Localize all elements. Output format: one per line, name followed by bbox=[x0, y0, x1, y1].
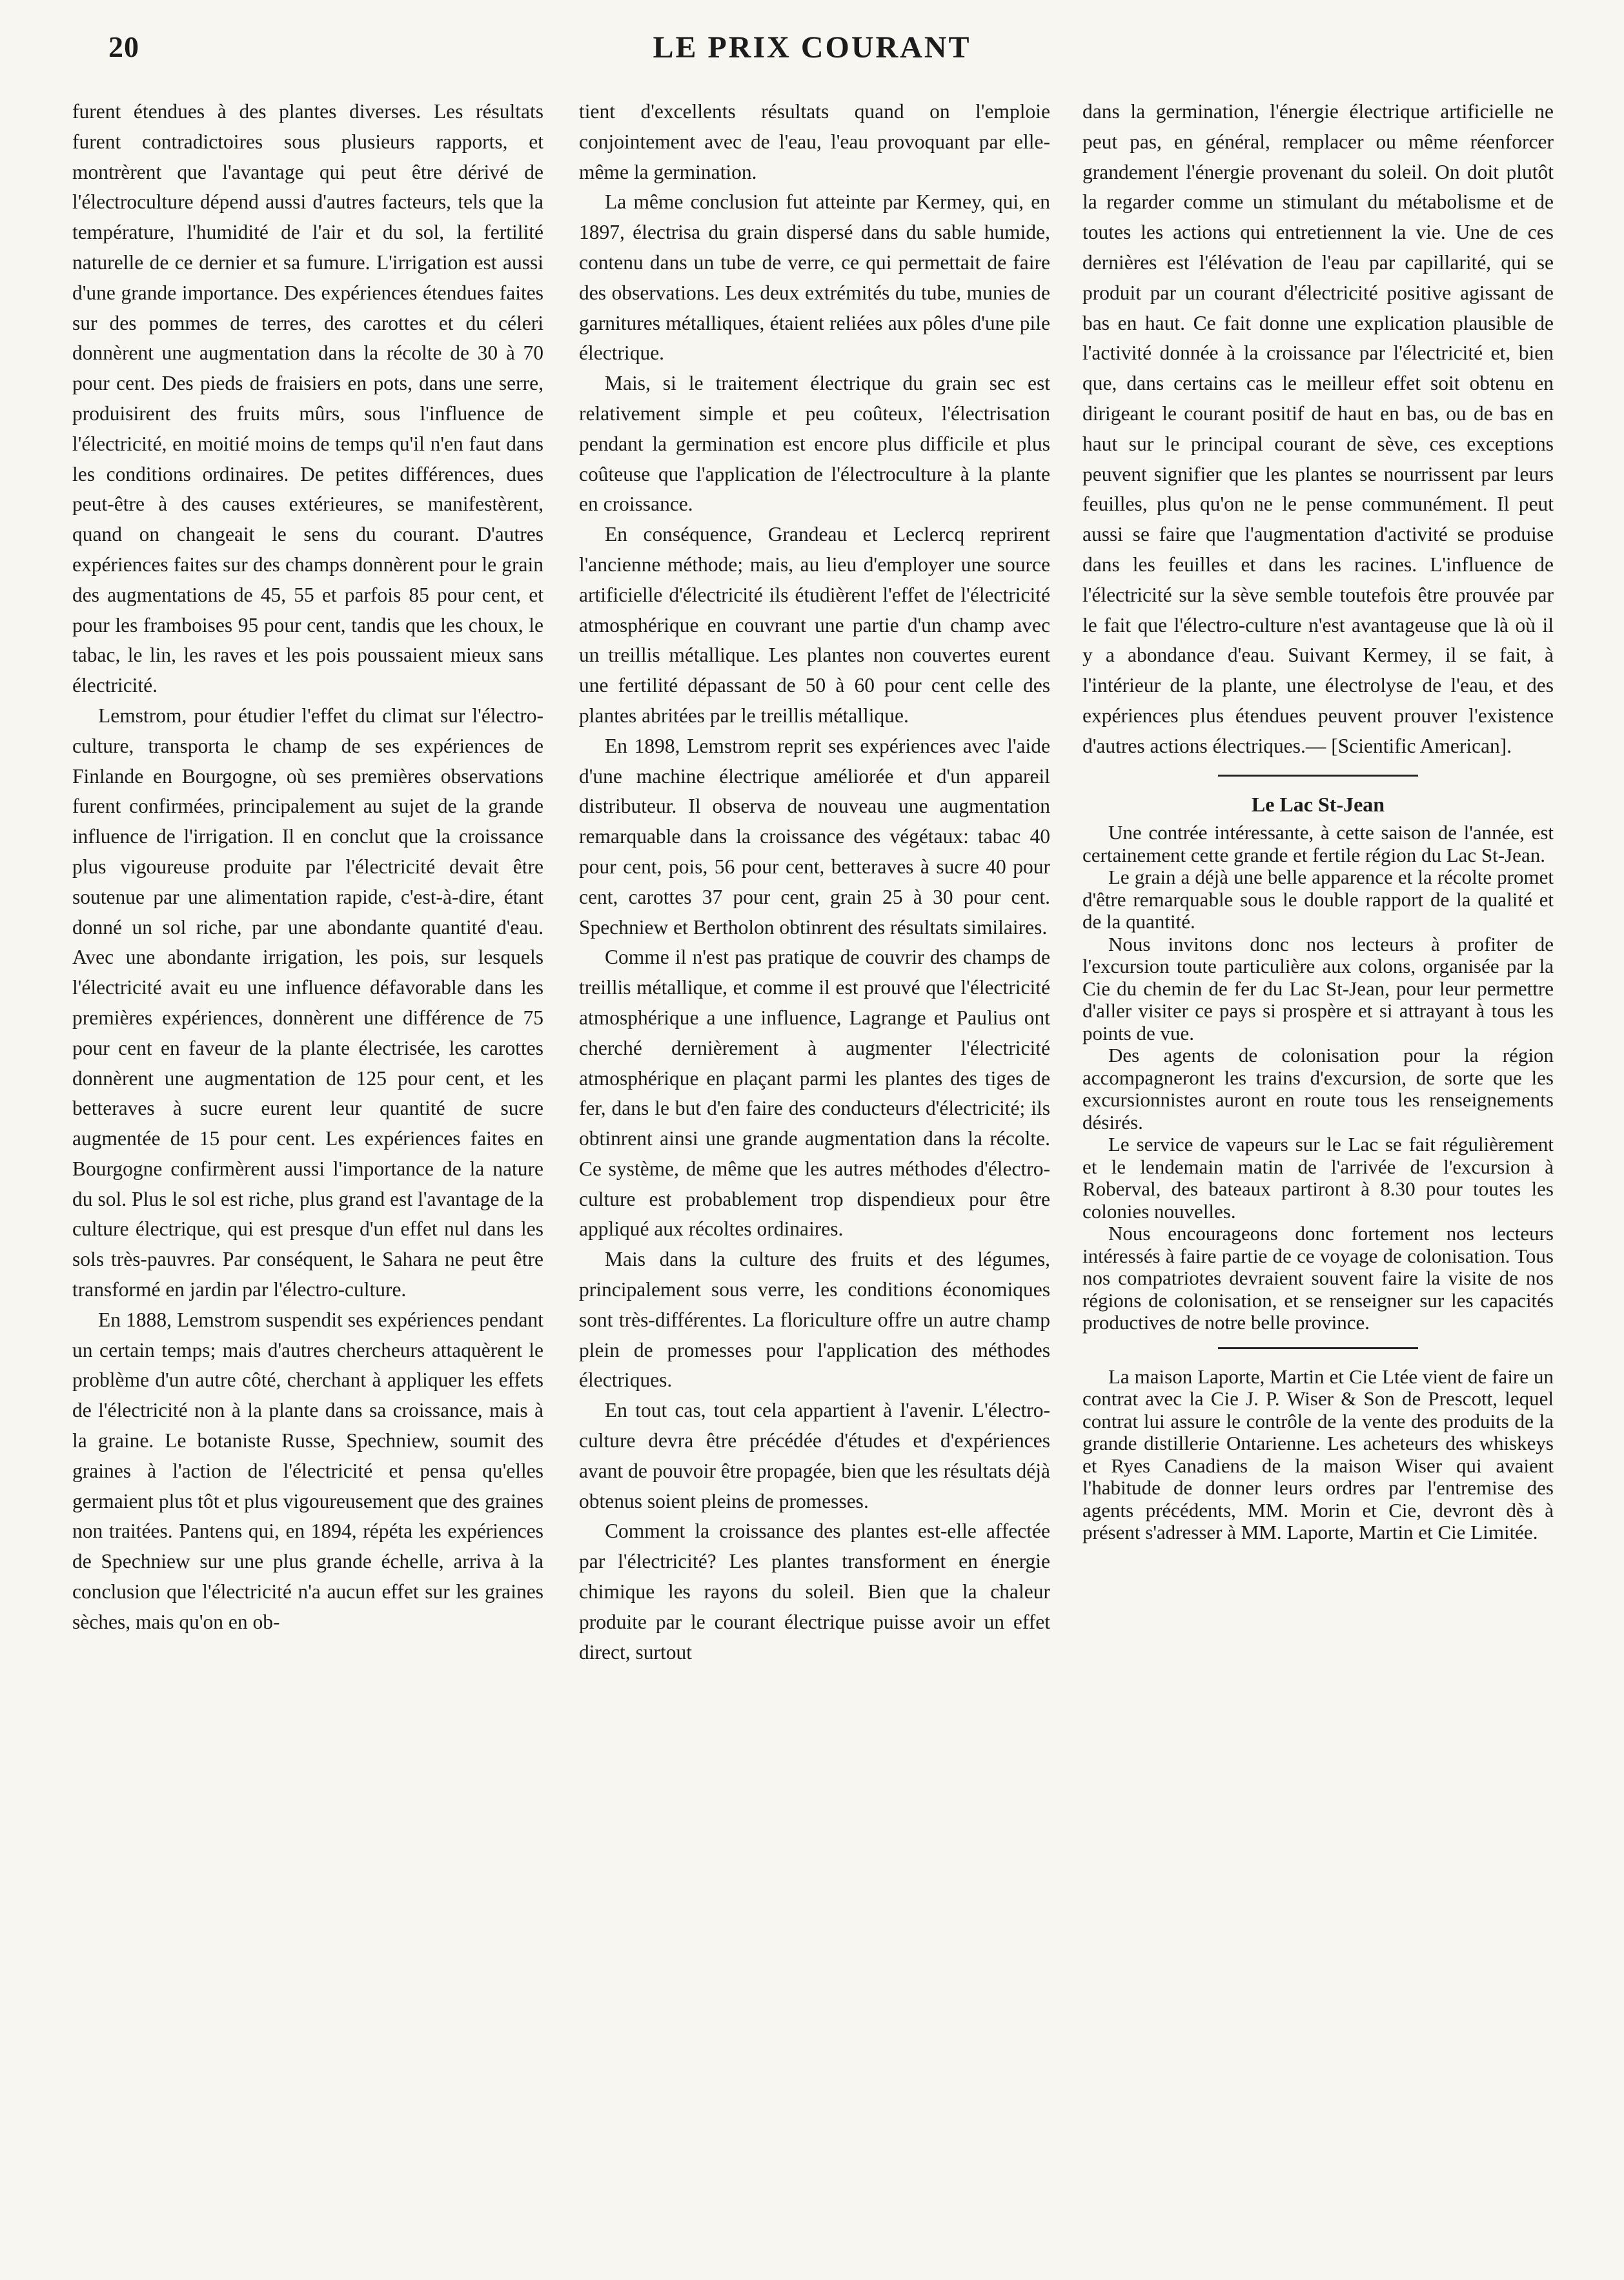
paragraph: En 1888, Lemstrom suspendit ses expériences pendant un certain temps; mais d'autres chercheurs attaquèrent le problème d'un autre côté, cherchant à appliquer les effets de l'électricité non à la plante dans sa croissance, mais à la graine. Le botaniste Russe, Spechniew, soumit des graines à l'action de l'électricité et pensa qu'elles germaient plus tôt et plus vigoureusement que des graines non traitées. Pantens qui, en 1894, répéta les expériences de Spechniew sur une plus grande échelle, arriva à la conclusion que l'électricité n'a aucun effet sur les graines sèches, mais qu'on en ob- bbox=[72, 1308, 543, 1633]
paragraph: dans la germination, l'énergie électrique artificielle ne peut pas, en général, remplacer ou même réenforcer grandement l'énergie provenant du soleil. On doit plutôt la regarder comme un stimulant du métabolisme et de toutes les actions qui entretiennent la vie. Une de ces dernières est l'élévation de l'eau par capillarité, qui se produit par un courant d'électricité positive agissant de bas en haut. Ce fait donne une explication plausible de l'activité donnée à la croissance par l'électricité et, bien que, dans certains cas le meilleur effet soit obtenu en dirigeant le courant positif de haut en bas, ou de bas en haut sur le principal courant de sève, ces exceptions peuvent signifier que les plantes se nourrissent par leurs feuilles, plus qu'on ne le pense communément. Il peut aussi se faire que l'augmentation d'activité se produise dans les feuilles et dans les racines. L'influence de l'électricité sur la sève semble toutefois être prouvée par le fait que l'électro-culture n'est avantageuse que là où il y a abondance d'eau. Suivant Kermey, il se fait, à l'intérieur de la plante, une électrolyse de l'eau, et des expériences plus étendues peuvent prouver l'existence d'autres actions électriques.— [Scientific American]. bbox=[1082, 100, 1554, 757]
paragraph: Mais dans la culture des fruits et des légumes, principalement sous verre, les conditions économiques sont très-différentes. La floriculture offre un autre champ plein de promesses pour l'application des méthodes électriques. bbox=[579, 1248, 1050, 1392]
paragraph: tient d'excellents résultats quand on l'emploie conjointement avec de l'eau, l'eau provoquant par elle-même la germination. bbox=[579, 100, 1050, 183]
column-1 bbox=[72, 97, 543, 1638]
section-divider bbox=[1218, 775, 1418, 777]
paragraph: Le service de vapeurs sur le Lac se fait régulièrement et le lendemain matin de l'arrivée de l'excursion à Roberval, des bateaux partiront à 8.30 pour toutes les colonies nouvelles. bbox=[1082, 1133, 1554, 1223]
column-3 bbox=[1082, 97, 1554, 1544]
paragraph: Une contrée intéressante, à cette saison de l'année, est certainement cette grande et fertile région du Lac St-Jean. bbox=[1082, 821, 1554, 866]
journal-title: LE PRIX COURANT bbox=[653, 30, 971, 65]
lac-st-jean-article bbox=[1082, 793, 1554, 1544]
paragraph: Nous invitons donc nos lecteurs à profiter de l'excursion toute particulière aux colons, organisée par la Cie du chemin de fer du Lac St-Jean, pour leur permettre d'aller visiter ce pays si prospère et si attrayant à tous les points de vue. bbox=[1082, 932, 1554, 1044]
paragraph: Lemstrom, pour étudier l'effet du climat sur l'électro-culture, transporta le champ de ses expériences de Finlande en Bourgogne, où ses premières observations furent confirmées, principalement au sujet de la grande influence de l'irrigation. Il en conclut que la croissance plus vigoureuse produite par l'électricité devait être soutenue par une alimentation rapide, c'est-à-dire, étant donné un sol riche, par une abondante quantité d'eau. Avec une abondante irrigation, les pois, sur lesquels l'électricité avait eu une influence défavorable dans les premières expériences, donnèrent une différence de 75 pour cent en faveur de la plante électrisée, les carottes donnèrent une augmentation de 125 pour cent, et les betteraves à sucre eurent leur quantité de sucre augmentée de 15 pour cent. Les expériences faites en Bourgogne confirmèrent aussi l'importance de la nature du sol. Plus le sol est riche, plus grand est l'avantage de la culture électrique, qui est presque d'un effet nul dans les sols très-pauvres. Par conséquent, le Sahara ne peut être transformé en jardin par l'électro-culture. bbox=[72, 704, 543, 1301]
paragraph: Nous encourageons donc fortement nos lecteurs intéressés à faire partie de ce voyage de colonisation. Tous nos compatriotes devraient souvent faire la visite de nos régions de colonisation, et se renseigner sur les capacités productives de notre belle province. bbox=[1082, 1222, 1554, 1334]
paragraph: Mais, si le traitement électrique du grain sec est relativement simple et peu coûteux, l'électrisation pendant la germination est encore plus difficile et plus coûteuse que l'application de l'électroculture à la plante en croissance. bbox=[579, 372, 1050, 516]
article-heading: Le Lac St-Jean bbox=[1251, 792, 1385, 816]
column-2 bbox=[579, 97, 1050, 1667]
paragraph: Le grain a déjà une belle apparence et la récolte promet d'être remarquable sous le double rapport de la qualité et de la quantité. bbox=[1082, 866, 1554, 933]
paragraph: Comment la croissance des plantes est-elle affectée par l'électricité? Les plantes transforment en énergie chimique les rayons du soleil. Bien que la chaleur produite par le courant électrique puisse avoir un effet direct, surtout bbox=[579, 1520, 1050, 1664]
paragraph: furent étendues à des plantes diverses. Les résultats furent contradictoires sous plusieurs rapports, et montrèrent que l'avantage qui peut être dérivé de l'électroculture dépend aussi d'autres facteurs, tels que la température, l'humidité de l'air et du sol, la fertilité naturelle de ce dernier et sa fumure. L'irrigation est aussi d'une grande importance. Des expériences étendues faites sur des pommes de terres, des carottes et du céleri donnèrent une augmentation dans la récolte de 30 à 70 pour cent. Des pieds de fraisiers en pots, dans une serre, produisirent des fruits mûrs, sous l'influence de l'électricité, en moitié moins de temps qu'il n'en faut dans les conditions ordinaires. De petites différences, dues peut-être à des causes extérieures, se manifestèrent, quand on changeait le sens du courant. D'autres expériences faites sur des champs donnèrent pour le grain des augmentations de 45, 55 et parfois 85 pour cent, et pour les framboises 95 pour cent, tandis que les choux, le tabac, le lin, les raves et les pois poussaient mieux sans électricité. bbox=[72, 100, 543, 697]
section-divider bbox=[1218, 1347, 1418, 1349]
paragraph: En conséquence, Grandeau et Leclercq reprirent l'ancienne méthode; mais, au lieu d'employer une source artificielle d'électricité ils étudièrent l'effet de l'électricité atmosphérique en couvrant une partie d'un champ avec un treillis métallique. Les plantes non couvertes eurent une fertilité dépassant de 50 à 60 pour cent celle des plantes abritées par le treillis métallique. bbox=[579, 523, 1050, 727]
paragraph: Comme il n'est pas pratique de couvrir des champs de treillis métallique, et comme il est prouvé que l'électricité atmosphérique a une influence, Lagrange et Paulius ont cherché dernièrement à augmenter l'électricité atmosphérique en plaçant parmi les plantes des tiges de fer, dans le but d'en faire des conducteurs d'électricité; ils obtinrent ainsi une grande augmentation dans la récolte. Ce système, de même que les autres méthodes d'électro-culture est probablement trop dispendieux pour être appliqué aux récoltes ordinaires. bbox=[579, 946, 1050, 1241]
paragraph: En tout cas, tout cela appartient à l'avenir. L'électro-culture devra être précédée d'études et d'expériences avant de pouvoir être propagée, bien que les résultats déjà obtenus soient pleins de promesses. bbox=[579, 1399, 1050, 1512]
paragraph: La maison Laporte, Martin et Cie Ltée vient de faire un contrat avec la Cie J. P. Wiser & Son de Prescott, lequel contrat lui assure le contrôle de la vente des produits de la grande distillerie Ontarienne. Les acheteurs des whiskeys et Ryes Canadiens de la maison Wiser qui avaient l'habitude de donner leurs ordres par l'entremise des agents précédents, MM. Morin et Cie, devront dès à présent s'adresser à MM. Laporte, Martin et Cie Limitée. bbox=[1082, 1365, 1554, 1544]
paragraph: La même conclusion fut atteinte par Kermey, qui, en 1897, électrisa du grain dispersé dans du sable humide, contenu dans un tube de verre, ce qui permettait de faire des observations. Les deux extrémités du tube, munies de garnitures métalliques, étaient reliées aux pôles d'une pile électrique. bbox=[579, 190, 1050, 365]
paragraph: En 1898, Lemstrom reprit ses expériences avec l'aide d'une machine électrique améliorée et d'un appareil distributeur. Il observa de nouveau une augmentation remarquable dans la croissance des végétaux: tabac 40 pour cent, pois, 56 pour cent, betteraves à sucre 40 pour cent, carottes 37 pour cent, grain 25 à 30 pour cent. Spechniew et Bertholon obtinrent des résultats similaires. bbox=[579, 734, 1050, 939]
page-number: 20 bbox=[108, 30, 139, 63]
paragraph: Des agents de colonisation pour la région accompagneront les trains d'excursion, de sorte que les excursionnistes auront en route tous les renseignements désirés. bbox=[1082, 1044, 1554, 1134]
